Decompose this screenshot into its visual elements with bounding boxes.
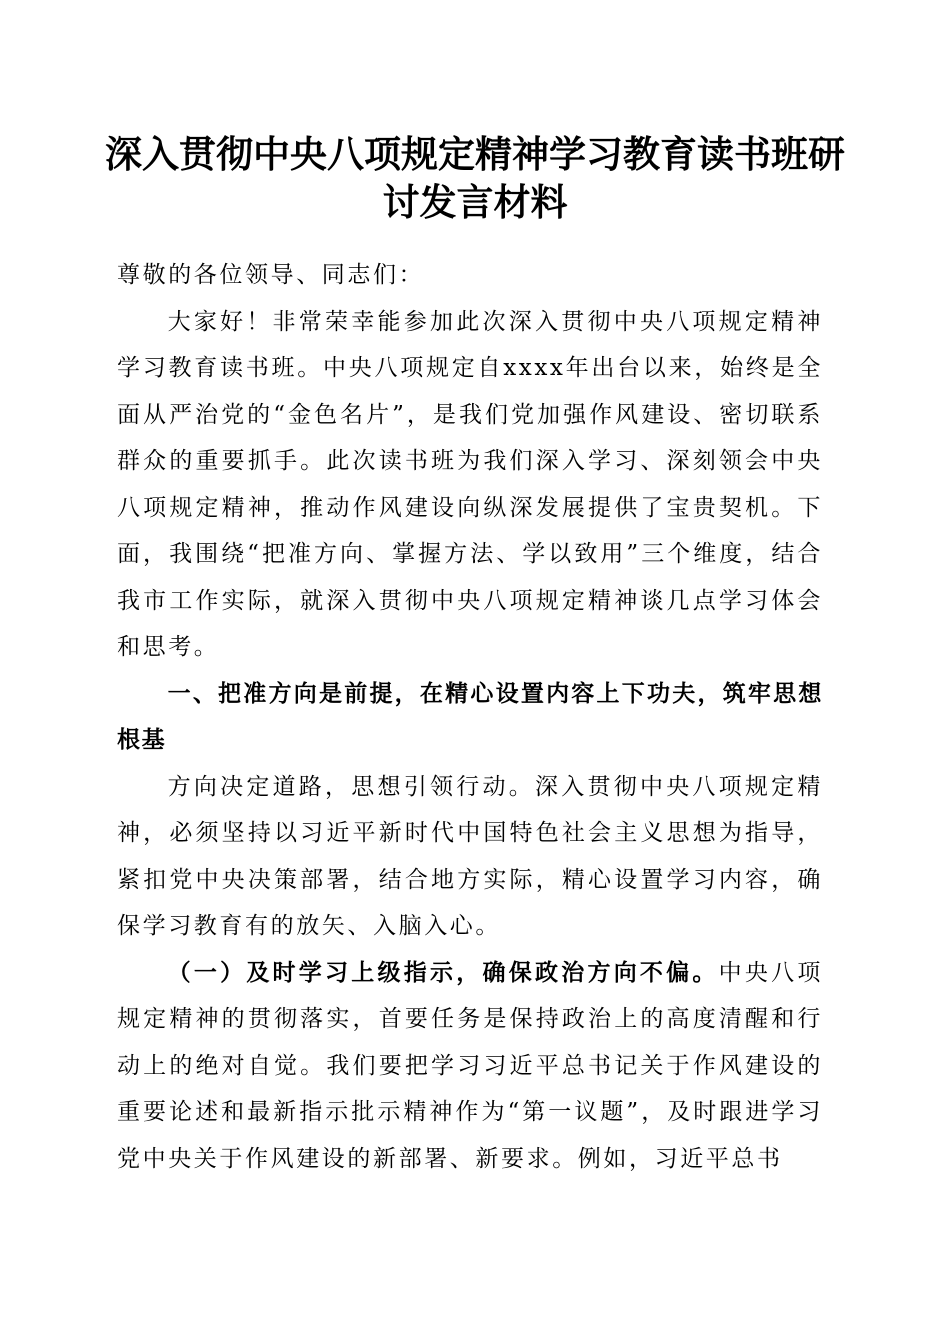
subsection-1-paragraph	[117, 950, 823, 1183]
section-1-heading: 一、把准方向是前提，在精心设置内容上下功夫，筑牢思想根基	[117, 680, 823, 753]
document-body	[117, 252, 823, 1182]
intro-paragraph: 大家好！非常荣幸能参加此次深入贯彻中央八项规定精神学习教育读书班。中央八项规定自xxxx年出台以来，始终是全面从严治党的“金色名片”，是我们党加强作风建设、密切联系群众的重要抓手。此次读书班为我们深入学习、深刻领会中央八项规定精神，推动作风建设向纵深发展提供了宝贵契机。下面，我围绕“把准方向、掌握方法、学以致用”三个维度，结合我市工作实际，就深入贯彻中央八项规定精神谈几点学习体会和思考。	[117, 308, 823, 660]
salutation: 尊敬的各位领导、同志们：	[117, 262, 425, 288]
subsection-1-lead: （一）及时学习上级指示，确保政治方向不偏。	[167, 958, 719, 986]
section-1-paragraph: 方向决定道路，思想引领行动。深入贯彻中央八项规定精神，必须坚持以习近平新时代中国特色社会主义思想为指导，紧扣党中央决策部署，结合地方实际，精心设置学习内容，确保学习教育有的放矢、入脑入心。	[117, 773, 823, 939]
document-title: 深入贯彻中央八项规定精神学习教育读书班研讨发言材料	[105, 132, 845, 224]
subsection-1-body: 中央八项规定精神的贯彻落实，首要任务是保持政治上的高度清醒和行动上的绝对自觉。我们要把学习习近平总书记关于作风建设的重要论述和最新指示批示精神作为“第一议题”，及时跟进学习党中央关于作风建设的新部署、新要求。例如，习近平总书	[117, 959, 823, 1172]
